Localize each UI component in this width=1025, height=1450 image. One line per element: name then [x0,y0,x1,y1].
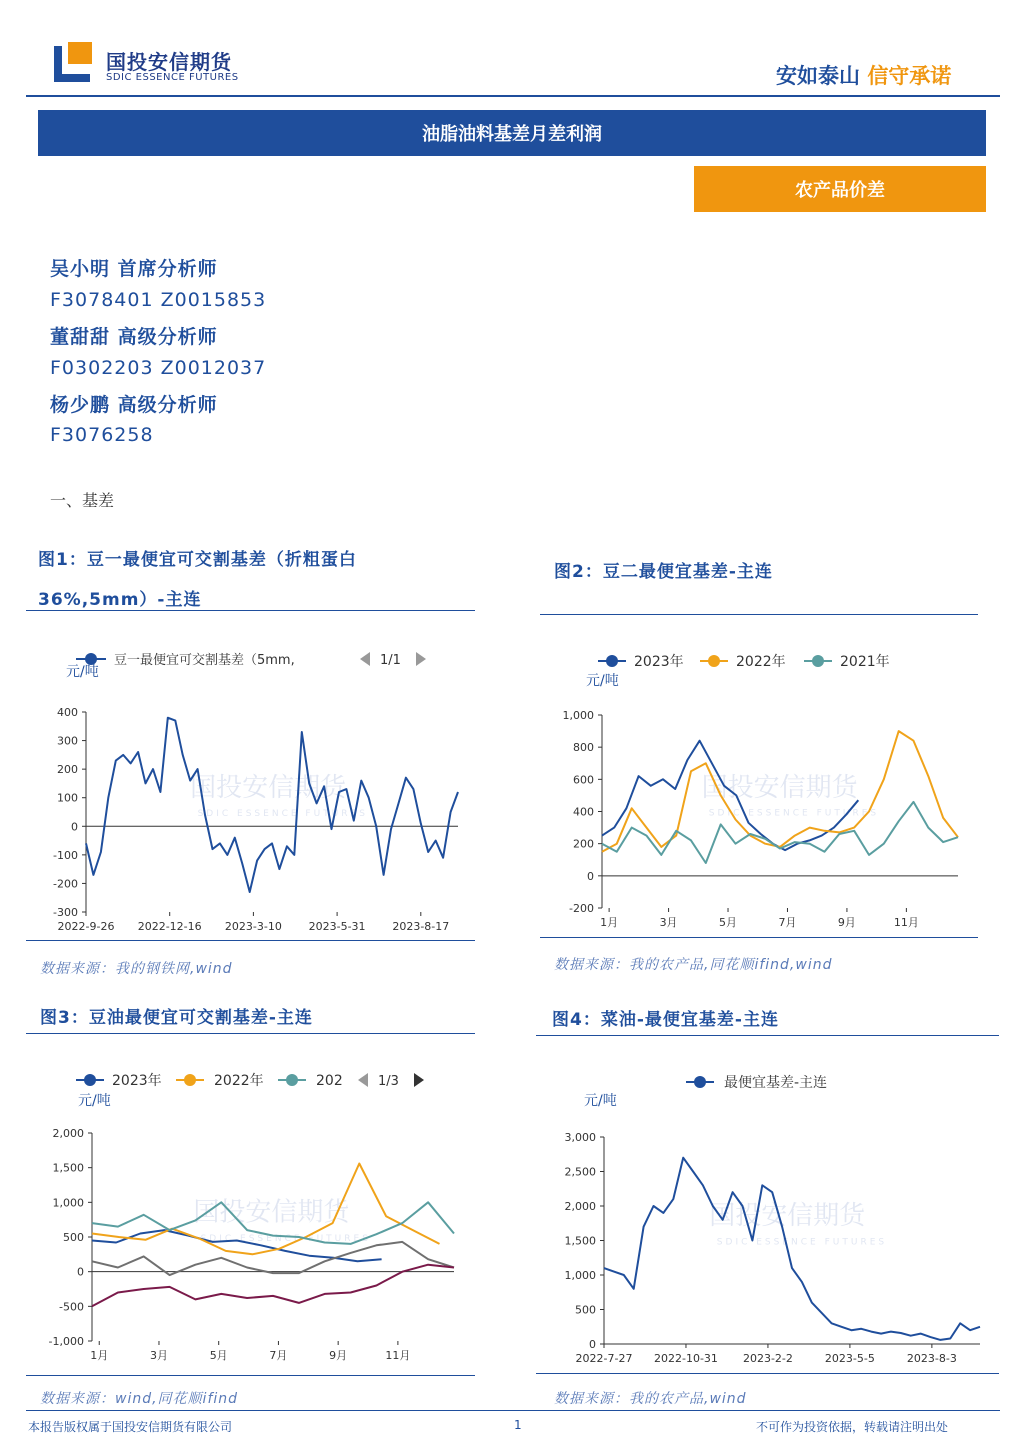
y-tick-label: -200 [569,902,594,915]
figure-2-source: 数据来源：我的农产品,同花顺ifind,wind [554,957,833,973]
x-tick-label: 3月 [149,1349,168,1362]
figure-1-title-rule [26,610,475,611]
figure-2-title-rule [540,614,978,615]
section-heading: 一、基差 [50,491,115,510]
legend-label-2: 2022年 [736,654,786,670]
footer-copyright: 本报告版权属于国投安信期货有限公司 [28,1420,233,1434]
figure-1-title-line2: 36%,5mm）-主连 [38,590,202,610]
footer-disclaimer: 不可作为投资依据，转载请注明出处 [756,1420,949,1434]
x-tick-label: 2023-8-17 [392,920,450,933]
watermark-subtext: SDIC ESSENCE FUTURES [708,808,880,819]
slogan [776,60,951,90]
legend-label-3: 2021年 [840,654,890,670]
analyst-3-name: 杨少鹏 高级分析师 [50,394,218,416]
y-tick-label: 400 [573,805,594,819]
x-tick-label: 7月 [778,916,797,929]
y-tick-label: 200 [573,837,594,851]
watermark-text: 国投安信期货 [709,1200,866,1231]
x-tick-label: 2022-12-16 [137,920,202,933]
figure-1-title-line1: 图1：豆一最便宜可交割基差（折粗蛋白 [38,550,357,570]
legend-label-2: 2022年 [214,1073,264,1089]
series-line-4 [92,1242,454,1275]
x-tick-label: 7月 [269,1349,288,1362]
y-tick-label: 1,000 [52,1196,84,1210]
logo [54,42,98,82]
y-unit-label: 元/吨 [66,664,99,680]
figure-4-title-rule [536,1035,999,1036]
legend-marker-3 [812,655,824,667]
x-tick-label: 1月 [600,916,619,929]
legend-label: 豆一最便宜可交割基差（5mm, [114,653,295,668]
legend-pager: 1/1 [380,653,401,668]
x-tick-label: 2022-7-27 [575,1352,633,1365]
y-tick-label: 1,500 [564,1234,596,1248]
logo-cn: 国投安信期货 [106,50,232,74]
category-label: 农产品价差 [694,166,986,212]
legend-label-1: 2023年 [634,654,684,670]
y-unit-label: 元/吨 [78,1093,111,1109]
x-tick-label: 2023-8-3 [906,1352,957,1365]
figure-3-title-rule [26,1033,475,1034]
figure-4-bottom-rule [536,1373,999,1374]
series-line-1 [86,718,458,892]
y-tick-label: 200 [57,763,78,777]
y-tick-label: 300 [57,734,78,748]
page-number: 1 [514,1418,522,1432]
analyst-3-id: F3076258 [50,424,154,446]
figure-3-bottom-rule [26,1375,475,1376]
y-tick-label: 500 [575,1303,596,1317]
y-tick-label: -500 [59,1300,84,1314]
y-tick-label: 0 [71,820,78,834]
y-tick-label: 500 [63,1231,84,1244]
figure-2-bottom-rule [540,937,978,938]
x-tick-label: 2023-3-10 [224,920,282,933]
y-tick-label: -200 [53,877,78,891]
y-tick-label: 0 [587,869,594,883]
legend-label-1: 2023年 [112,1073,162,1089]
y-tick-label: 1,000 [564,1269,596,1282]
figure-3-source: 数据来源：wind,同花顺ifind [40,1391,239,1407]
watermark-text: 国投安信期货 [193,1197,350,1228]
legend-next-icon[interactable] [414,1073,424,1087]
legend-pager: 1/3 [378,1074,399,1089]
x-tick-label: 3月 [659,916,678,929]
analyst-1-id: F3078401 Z0015853 [50,289,267,311]
y-tick-label: 2,000 [52,1127,84,1140]
y-tick-label: -100 [53,848,78,862]
x-tick-label: 2023-5-31 [308,920,366,933]
footer-rule [26,1410,1000,1411]
legend-label: 最便宜基差-主连 [724,1075,828,1091]
figure-4-title: 图4：菜油-最便宜基差-主连 [552,1010,779,1030]
legend-marker-1 [606,655,618,667]
figure-2-title: 图2：豆二最便宜基差-主连 [554,562,773,582]
legend-next-icon[interactable] [416,652,426,666]
legend-marker-3 [286,1074,298,1086]
x-tick-label: 11月 [385,1349,411,1362]
y-tick-label: 800 [573,741,594,755]
watermark-text: 国投安信期货 [701,773,858,804]
x-tick-label: 2023-5-5 [824,1352,875,1365]
x-tick-label: 5月 [719,916,738,929]
series-line-1 [604,1158,980,1340]
analyst-2-name: 董甜甜 高级分析师 [50,326,218,348]
legend-marker-1 [84,1074,96,1086]
legend-prev-icon[interactable] [360,652,370,666]
x-tick-label: 9月 [329,1349,348,1362]
y-tick-label: 100 [57,791,78,805]
legend-marker [694,1076,706,1088]
slogan-part2: 信守承诺 [867,64,952,88]
chart-3 [26,1055,475,1375]
y-tick-label: 0 [77,1265,84,1279]
y-unit-label: 元/吨 [584,1093,617,1109]
legend-prev-icon[interactable] [358,1073,368,1087]
figure-4-source: 数据来源：我的农产品,wind [554,1391,747,1407]
x-tick-label: 5月 [209,1349,228,1362]
logo-en: SDIC ESSENCE FUTURES [106,72,239,83]
legend-label-3: 202 [316,1073,343,1089]
legend-marker-2 [184,1074,196,1086]
watermark-subtext: SDIC ESSENCE FUTURES [197,809,368,819]
watermark-subtext: SDIC ESSENCE FUTURES [716,1237,888,1248]
y-unit-label: 元/吨 [586,673,619,689]
analyst-1-name: 吴小明 首席分析师 [50,258,218,280]
y-tick-label: 1,000 [562,709,594,722]
x-tick-label: 2022-9-26 [57,920,115,933]
chart-1 [26,630,475,940]
y-tick-label: 3,000 [564,1131,596,1144]
x-tick-label: 2022-10-31 [653,1352,718,1365]
y-tick-label: 600 [573,773,594,787]
x-tick-label: 2023-2-2 [742,1352,793,1365]
series-line-5 [92,1265,454,1307]
chart-4 [536,1055,999,1373]
y-tick-label: 2,500 [564,1165,596,1179]
watermark-text: 国投安信期货 [190,773,347,803]
figure-1-bottom-rule [26,940,475,941]
figure-1-source: 数据来源：我的钢铁网,wind [40,961,233,977]
y-tick-label: 2,000 [564,1200,596,1213]
legend-marker-2 [708,655,720,667]
report-title: 油脂油料基差月差利润 [38,110,986,156]
x-tick-label: 1月 [90,1349,109,1362]
watermark-subtext: SDIC ESSENCE FUTURES [200,1234,371,1245]
y-tick-label: 1,500 [52,1161,84,1175]
analyst-2-id: F0302203 Z0012037 [50,357,267,379]
y-tick-label: -1,000 [48,1335,84,1348]
slogan-part1: 安如泰山 [776,64,860,88]
header-rule [26,95,1000,97]
y-tick-label: 0 [589,1338,596,1351]
y-tick-label: -300 [53,906,78,919]
y-tick-label: 400 [57,706,78,719]
chart-2 [540,635,978,937]
x-tick-label: 11月 [893,916,919,929]
figure-3-title: 图3：豆油最便宜可交割基差-主连 [40,1008,313,1028]
x-tick-label: 9月 [837,916,856,929]
chart-1-legend [76,652,426,668]
